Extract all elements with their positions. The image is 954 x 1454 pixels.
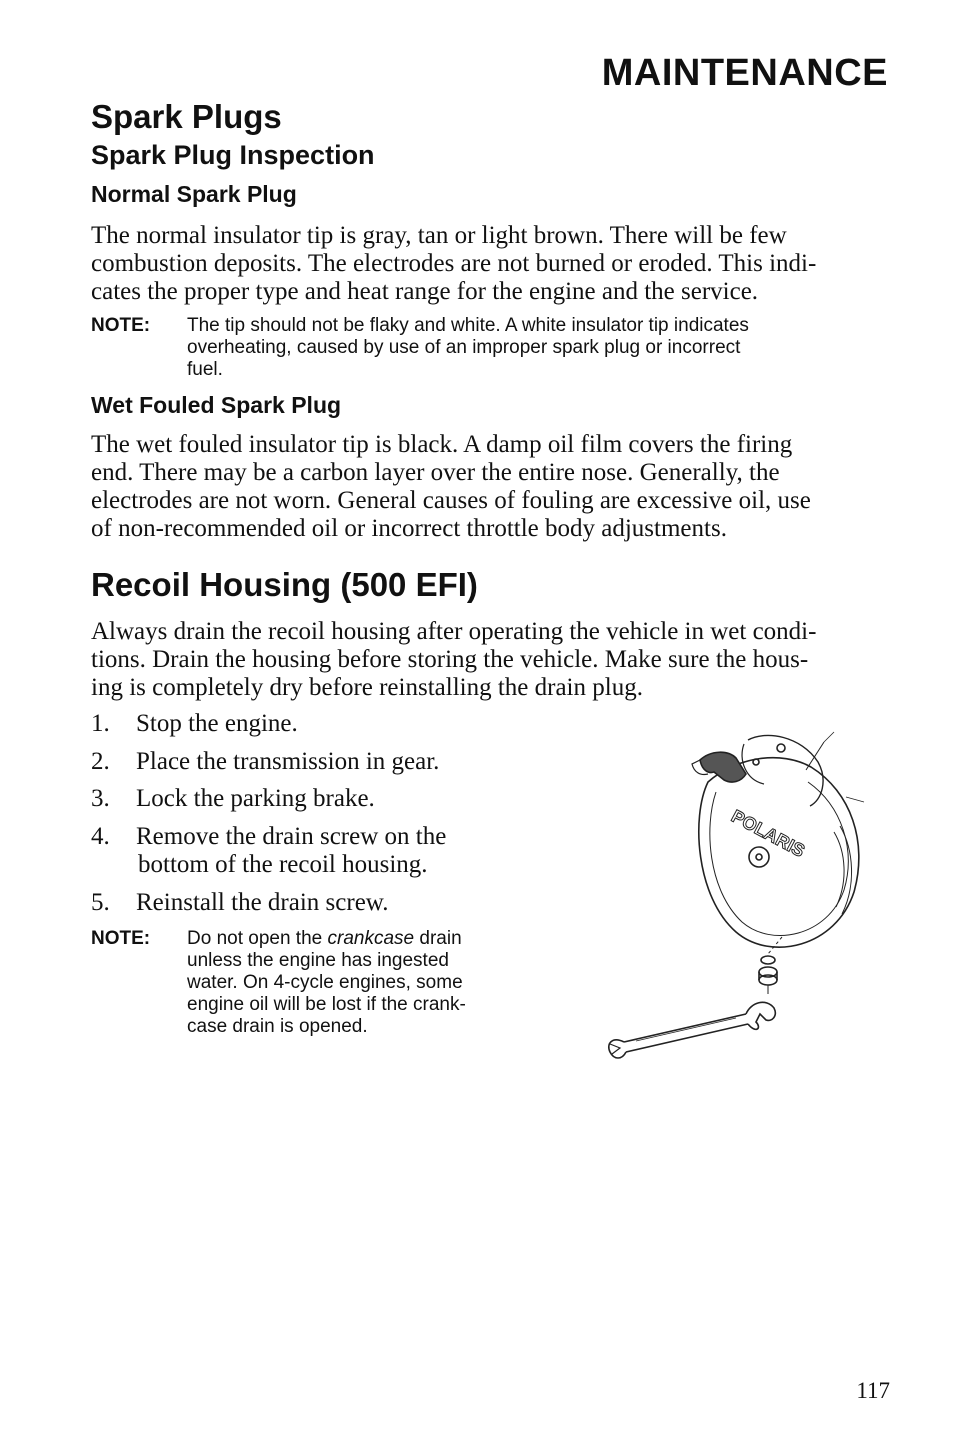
text-line: unless the engine has ingested — [187, 950, 449, 971]
handle-icon — [692, 752, 746, 782]
note-text — [187, 315, 749, 381]
text-line: The wet fouled insulator tip is black. A damp oil film covers the firing — [91, 431, 793, 458]
text-line: fuel. — [187, 359, 223, 380]
emphasis-crankcase: crankcase — [327, 928, 415, 949]
wrench-icon — [609, 1002, 776, 1058]
recoil-paragraph — [91, 618, 891, 702]
section-title-recoil-housing: Recoil Housing (500 EFI) — [91, 566, 478, 603]
wet-fouled-paragraph — [91, 431, 891, 543]
step-number: 3. — [91, 785, 110, 812]
text-line: case drain is opened. — [187, 1016, 368, 1037]
note-label: NOTE: — [91, 928, 151, 949]
note-text — [187, 928, 466, 1038]
subsubsection-title-normal: Normal Spark Plug — [91, 181, 297, 207]
text-line: Do not open the crankcase drain — [187, 928, 462, 949]
normal-plug-paragraph — [91, 222, 891, 306]
step-number: 4. — [91, 823, 110, 850]
text-line: combustion deposits. The electrodes are not burned or eroded. This indi- — [91, 250, 817, 277]
text-line: engine oil will be lost if the crank- — [187, 994, 466, 1015]
text-line: cates the proper type and heat range for the engine and the service. — [91, 278, 759, 305]
text-line: tions. Drain the housing before storing the vehicle. Make sure the hous- — [91, 646, 809, 673]
text-line: end. There may be a carbon layer over the entire nose. Generally, the — [91, 459, 780, 486]
subsubsection-title-wet-fouled: Wet Fouled Spark Plug — [91, 392, 342, 418]
text-line: overheating, caused by use of an improper spark plug or incorrect — [187, 337, 741, 358]
section-title-spark-plugs: Spark Plugs — [91, 98, 282, 135]
text-line: ing is completely dry before reinstalling the drain plug. — [91, 674, 643, 701]
chapter-title: MAINTENANCE — [601, 52, 888, 94]
text-line: The normal insulator tip is gray, tan or light brown. There will be few — [91, 222, 787, 249]
step-number: 5. — [91, 889, 110, 916]
text-line: The tip should not be flaky and white. A white insulator tip indicates — [187, 315, 749, 336]
step-text: Remove the drain screw on the — [136, 823, 447, 850]
step-text: Stop the engine. — [136, 710, 298, 737]
step-text: bottom of the recoil housing. — [138, 851, 428, 878]
recoil-housing-illustration — [596, 722, 896, 1072]
page-number: 117 — [856, 1378, 890, 1403]
drain-screw-icon — [759, 956, 777, 994]
subsection-title-inspection: Spark Plug Inspection — [91, 140, 375, 170]
note-label: NOTE: — [91, 315, 151, 336]
step-number: 2. — [91, 748, 110, 775]
polaris-logo-text: POLARIS — [728, 805, 809, 862]
text-line: electrodes are not worn. General causes of fouling are excessive oil, use — [91, 487, 811, 514]
step-number: 1. — [91, 710, 110, 737]
text-line: Always drain the recoil housing after operating the vehicle in wet condi- — [91, 618, 817, 645]
step-text: Lock the parking brake. — [136, 785, 375, 812]
text-line: of non-recommended oil or incorrect throttle body adjustments. — [91, 515, 727, 542]
text-line: water. On 4-cycle engines, some — [187, 972, 463, 993]
step-text: Reinstall the drain screw. — [136, 889, 389, 916]
step-text: Place the transmission in gear. — [136, 748, 440, 775]
